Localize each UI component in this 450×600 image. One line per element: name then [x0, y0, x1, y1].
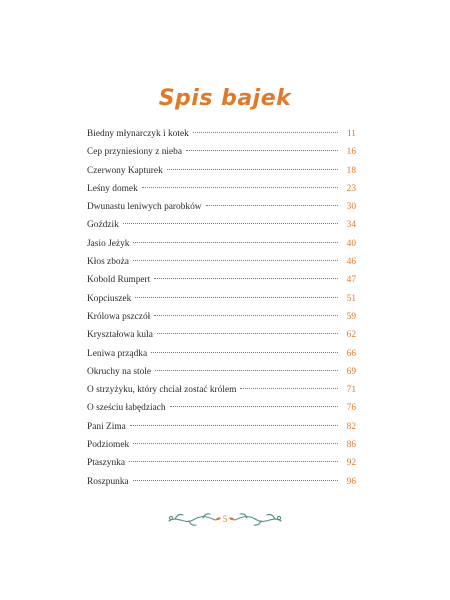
leader-dots [193, 132, 338, 133]
toc-entry-page: 30 [346, 202, 356, 213]
toc-entry[interactable] [87, 235, 356, 253]
toc-entry-page: 86 [346, 440, 356, 451]
leader-dots [151, 352, 338, 353]
leader-dots [133, 443, 338, 444]
leader-dots [155, 370, 338, 371]
toc-entry-page: 34 [346, 220, 356, 231]
leader-dots [206, 205, 338, 206]
toc-entry[interactable] [87, 308, 356, 326]
page-title: Spis bajek [158, 86, 292, 111]
leader-dots [130, 425, 338, 426]
toc-entry-page: 66 [346, 348, 356, 359]
toc-entry-title: Ptaszynka [87, 458, 126, 469]
toc-entry[interactable] [87, 180, 356, 198]
toc-entry-page: 18 [346, 165, 356, 176]
toc-entry[interactable] [87, 454, 356, 472]
toc-entry-page: 62 [346, 330, 356, 341]
toc-entry-title: Kryształowa kula [87, 330, 153, 341]
leader-dots [167, 169, 338, 170]
page-number: 5 [222, 514, 228, 524]
toc-entry[interactable] [87, 125, 356, 143]
page-footer [165, 509, 285, 529]
toc-entry-page: 51 [346, 293, 356, 304]
toc-entry-page: 59 [346, 311, 356, 322]
leader-dots [142, 187, 338, 188]
toc-entry-title: O sześciu łabędziach [87, 403, 166, 414]
toc-entry-title: Podziomek [87, 440, 130, 451]
leader-dots [170, 406, 338, 407]
toc-entry[interactable] [87, 436, 356, 454]
toc-entry-page: 71 [346, 385, 356, 396]
leader-dots [157, 333, 338, 334]
toc-entry[interactable] [87, 381, 356, 399]
toc-entry-page: 96 [346, 476, 356, 487]
leader-dots [123, 223, 338, 224]
toc-entry[interactable] [87, 473, 356, 491]
toc-entry-title: Jasio Jeżyk [87, 238, 130, 249]
toc-entry[interactable] [87, 198, 356, 216]
toc-entry[interactable] [87, 326, 356, 344]
toc-entry[interactable] [87, 345, 356, 363]
toc-entry[interactable] [87, 290, 356, 308]
toc-entry-page: 40 [346, 238, 356, 249]
toc-entry-title: Czerwony Kapturek [87, 165, 163, 176]
toc-entry-title: Kobold Rumpert [87, 275, 151, 286]
leader-dots [154, 315, 338, 316]
toc-entry[interactable] [87, 216, 356, 234]
toc-entry[interactable] [87, 399, 356, 417]
toc-entry[interactable] [87, 162, 356, 180]
leader-dots [133, 260, 338, 261]
toc-entry-title: Dwunastu leniwych parobków [87, 202, 202, 213]
toc-entry-title: Kłos zboża [87, 257, 129, 268]
toc-entry-title: Okruchy na stole [87, 366, 152, 377]
toc-entry-page: 47 [346, 275, 356, 286]
toc-entry-title: Roszpunka [87, 476, 129, 487]
toc-entry-page: 46 [346, 257, 356, 268]
toc-entry-page: 76 [346, 403, 356, 414]
toc-entry-page: 82 [346, 421, 356, 432]
toc-entry[interactable] [87, 363, 356, 381]
toc-entry[interactable] [87, 271, 356, 289]
toc-entry[interactable] [87, 418, 356, 436]
toc-entry-title: Kopciuszek [87, 293, 132, 304]
toc-entry-title: Pani Zima [87, 421, 126, 432]
toc-entry-page: 11 [346, 129, 356, 139]
toc-entry-title: Biedny młynarczyk i kotek [87, 129, 189, 139]
leader-dots [154, 278, 338, 279]
toc-entry-title: Królowa pszczół [87, 311, 151, 322]
toc-entry-page: 92 [346, 458, 356, 469]
leader-dots [129, 461, 338, 462]
toc-entry-title: Cep przyniesiony z nieba [87, 147, 183, 158]
toc-entry-title: O strzyżyku, który chciał zostać królem [87, 385, 237, 396]
table-of-contents [87, 125, 356, 491]
leader-dots [133, 480, 338, 481]
leader-dots [135, 297, 338, 298]
toc-entry-title: Goździk [87, 220, 119, 231]
leader-dots [240, 388, 338, 389]
leader-dots [133, 242, 338, 243]
toc-entry-page: 69 [346, 366, 356, 377]
toc-entry-title: Leśny domek [87, 183, 138, 194]
toc-entry-page: 23 [346, 183, 356, 194]
toc-entry[interactable] [87, 253, 356, 271]
toc-entry[interactable] [87, 143, 356, 161]
toc-entry-title: Leniwa prządka [87, 348, 148, 359]
toc-entry-page: 16 [346, 147, 356, 158]
leader-dots [186, 150, 338, 151]
